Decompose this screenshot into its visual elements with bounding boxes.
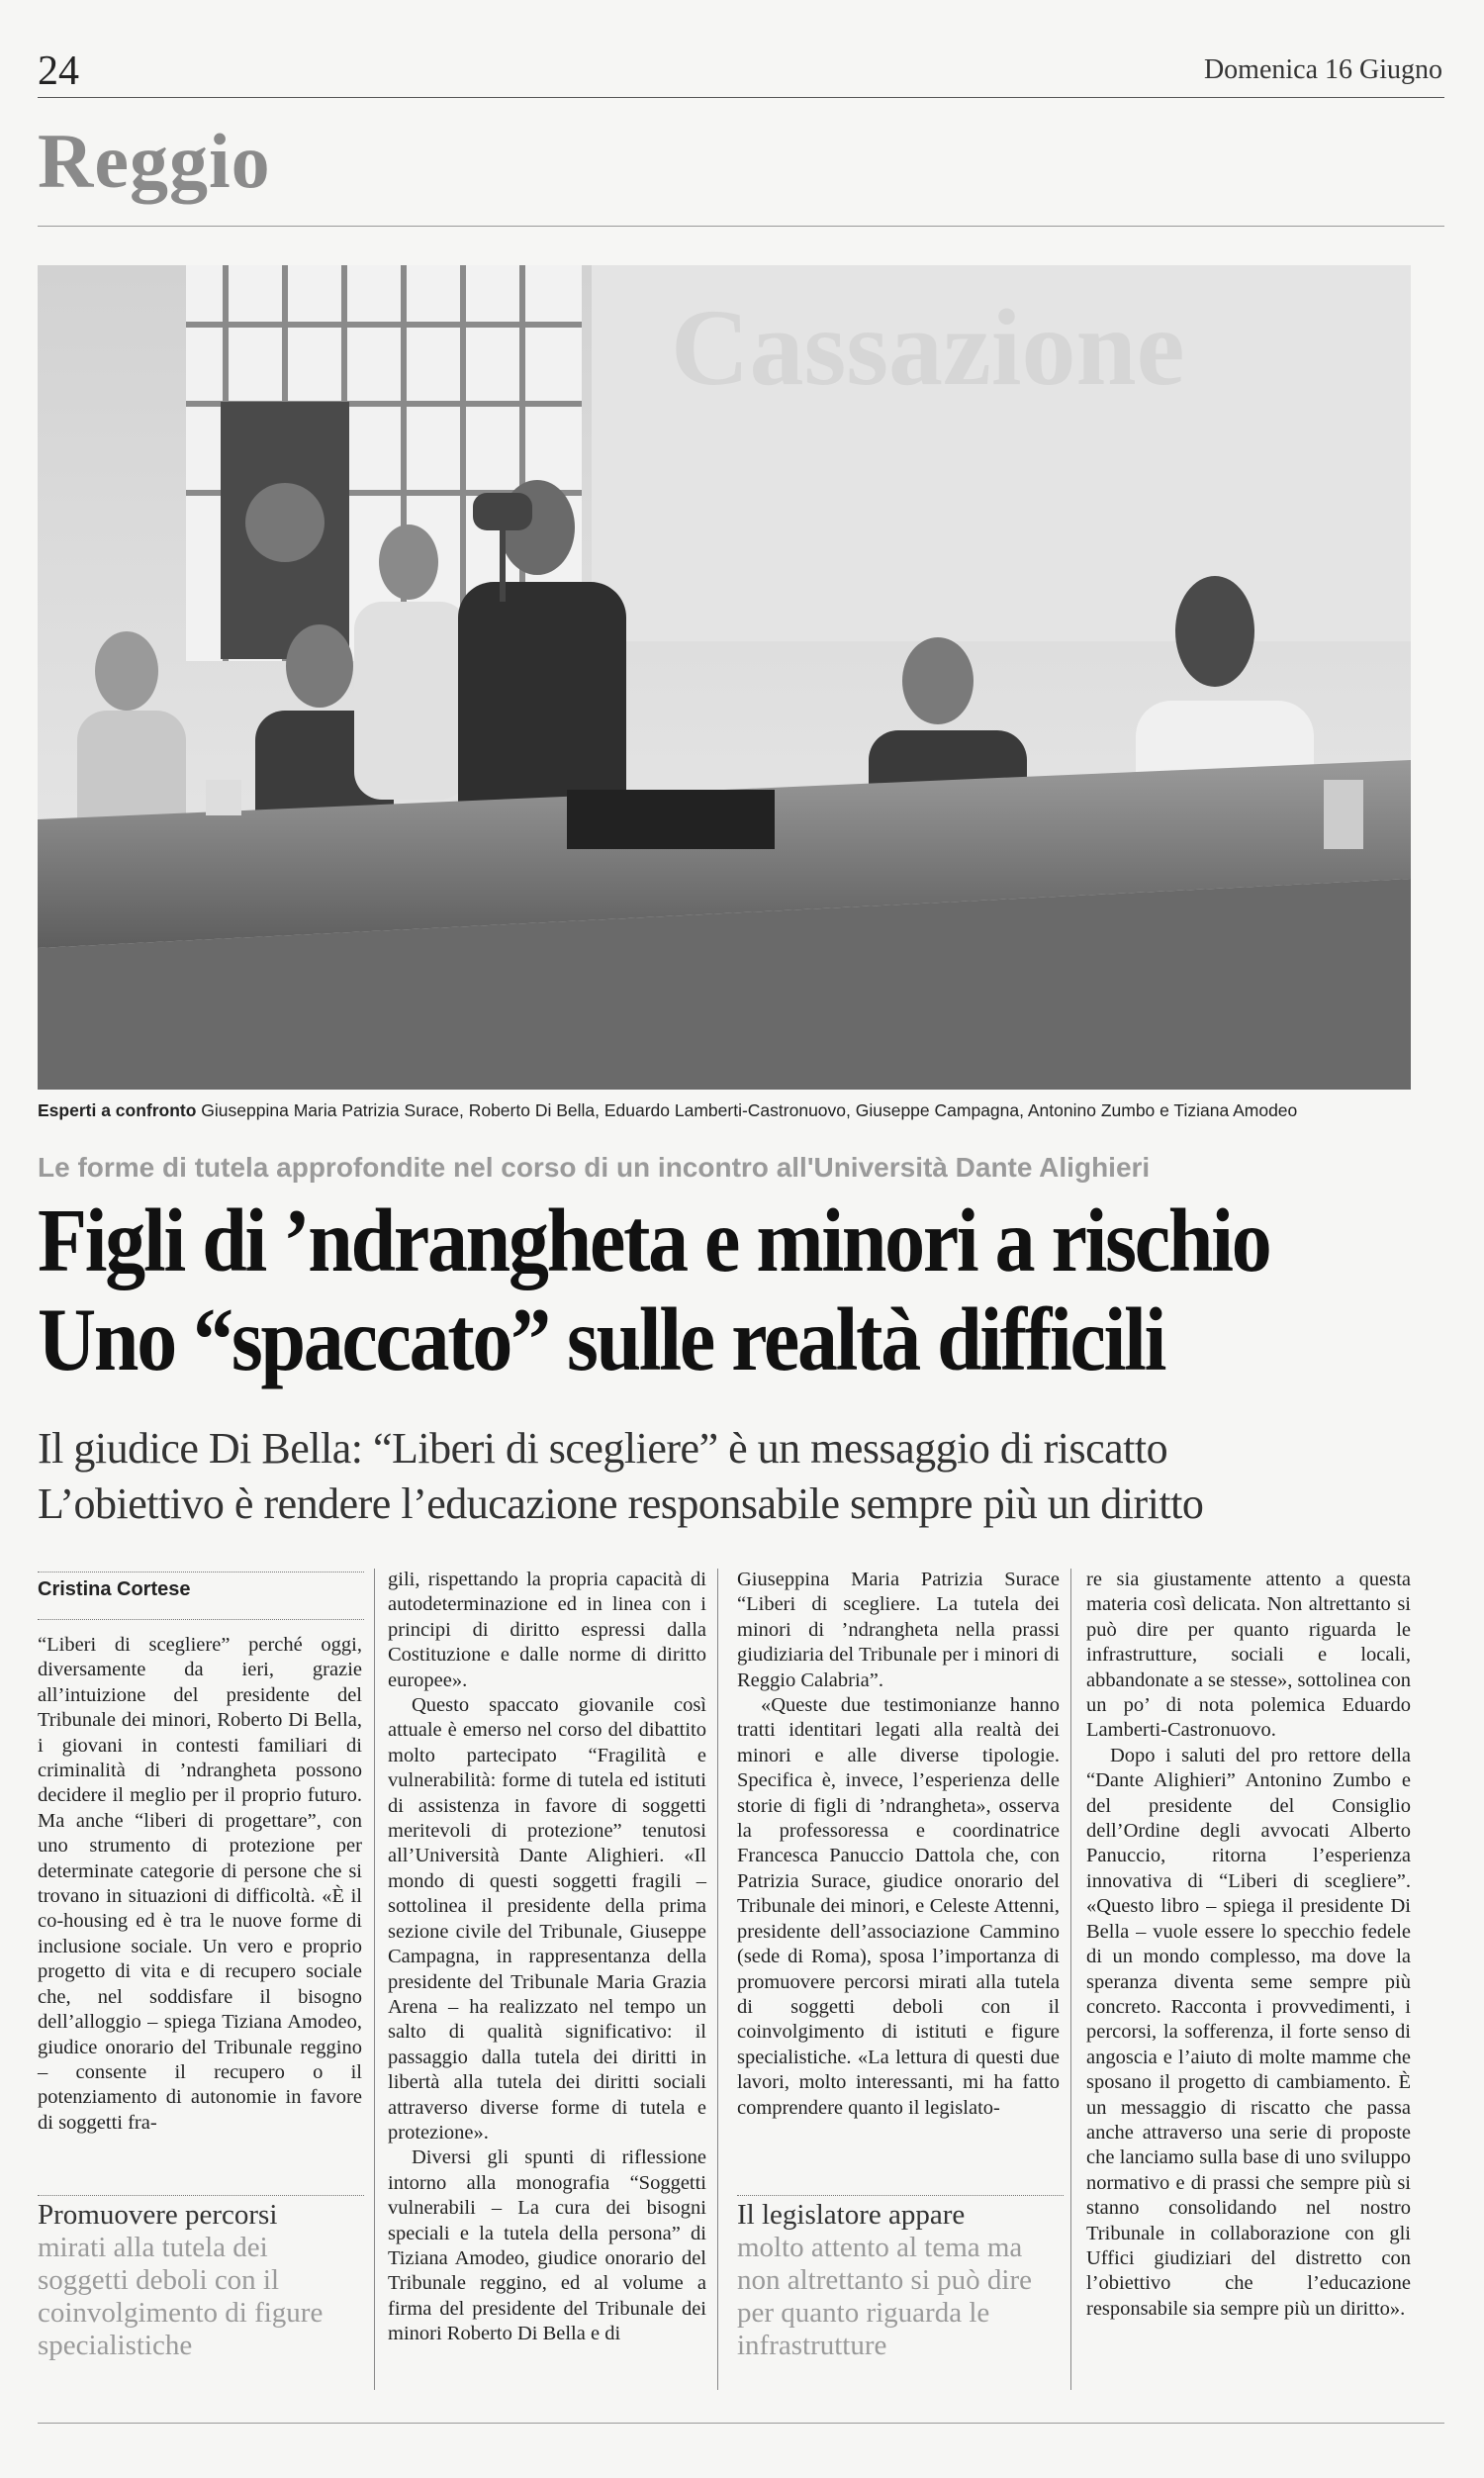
paragraph: gili, rispettando la propria capacità di autodeterminazione ed in linea con i principi di diritto espressi dalla Costituzione e dalle norme di diritto europee». — [388, 1569, 706, 1691]
footer-rule — [38, 2423, 1444, 2424]
photo-caption — [38, 1100, 1442, 1121]
paragraph: Dopo i saluti del pro rettore della “Dante Alighieri” Antonino Zumbo e del presidente del Consiglio dell’Ordine degli avvocati Alberto Panuccio, ritorna l’esperienza innovativa di “Liberi di scegliere”. «Questo libro – spiega il presidente Di Bella – vuole essere lo specchio fedele di un mondo complesso, ma dove la speranza diventa seme sempre più concreto. Racconta i provvedimenti, i percorsi, la sofferenza, il forte senso di angoscia e l’aiuto di molte mamme che sposano il progetto di cambiamento. È un messaggio di riscatto che passa anche attraverso una serie di proposte che lanciamo sulla base di uno sviluppo normativo e di prassi che sempre più si stanno consolidando nel nostro Tribunale in collaborazione con gli Uffici giudiziari del distretto con l’obiettivo che l’educazione responsabile sia sempre più un diritto». — [1086, 1744, 1411, 2320]
paragraph: “Liberi di scegliere” perché oggi, diversamente da ieri, grazie all’intuizione del presidente del Tribunale dei minori, Roberto Di Bella, i giovani in contesti familiari di criminalità di ’ndrangheta possono decidere il meglio per il proprio futuro. Ma anche “liberi di progettare”, con uno strumento di protezione per determinate categorie di persone che si trovano in situazioni di difficoltà. «È il co-housing ed è tra le nuove forme di inclusione sociale. Un vero e proprio progetto di vita e di recupero sociale che, nel soddisfare il bisogno dell’alloggio – spiega Tiziana Amodeo, giudice onorario del Tribunale reggino – consente il recupero o il potenziamento di autonomie in favore di soggetti fra- — [38, 1634, 362, 2134]
article-headline — [38, 1191, 1302, 1389]
page-number: 24 — [38, 48, 79, 94]
paragraph: «Queste due testimonianze hanno tratti identitari legati alla realtà dei minori e alle diverse tipologie. Specifica è, invece, l’esperienza delle storie di figli di ’ndrangheta», osserva la professoressa e coordinatrice Francesca Panuccio Dattola che, con Patrizia Surace, giudice onorario del Tribunale dei minori, e Celeste Attenni, presidente dell’associazione Cammino (sede di Roma), sposa l’importanza di promuovere percorsi mirati alla tutela di soggetti deboli con il coinvolgimento di istituti e figure specialistiche. «La lettura di questi due lavori, molto interessanti, mi ha fatto comprendere quanto il legislato- — [737, 1694, 1060, 2119]
article-column-2 — [388, 1568, 706, 2347]
paragraph: re sia giustamente attento a questa materia così delicata. Non altrettanto si può dire per quanto riguarda le infrastrutture, sociali e locali, abbandonate a se stesse», sottolinea con un po’ di nota polemica Eduardo Lamberti-Castronuovo. — [1086, 1569, 1411, 1742]
issue-date: Domenica 16 Giugno — [1203, 54, 1442, 85]
svg-text:Cassazione: Cassazione — [671, 287, 1185, 408]
pullquote-lead: Il legislatore appare — [737, 2199, 966, 2231]
event-photo — [38, 265, 1411, 1090]
paragraph: Diversi gli spunti di riflessione intorno alla monografia “Soggetti vulnerabili – La cura dei bisogni speciali e la tutela della persona” di Tiziana Amodeo, giudice onorario del Tribunale reggino, ed al volume a firma del presidente del Tribunale dei minori Roberto Di Bella e di — [388, 2146, 706, 2345]
article-column-1 — [38, 1633, 362, 2136]
column-rule — [374, 1569, 375, 2390]
article-kicker: Le forme di tutela approfondite nel corso di un incontro all'Università Dante Alighieri — [38, 1152, 1151, 1183]
pullquote-text: mirati alla tutela dei soggetti deboli con il coinvolgimento di figure specialistiche — [38, 2232, 324, 2361]
byline-rule — [38, 1572, 364, 1573]
column-rule — [717, 1569, 718, 2390]
article-column-4 — [1086, 1568, 1411, 2322]
subhead-line-1: Il giudice Di Bella: “Liberi di scegliere” è un messaggio di riscatto — [38, 1424, 1168, 1473]
column-rule — [1070, 1569, 1071, 2390]
headline-line-2: Uno “spaccato” sulle realtà difficili — [38, 1289, 1165, 1389]
pullquote-text: molto attento al tema ma non altrettanto si può dire per quanto riguarda le infrastrutture — [737, 2232, 1032, 2361]
pullquote-rule — [38, 2195, 364, 2196]
paragraph: Giuseppina Maria Patrizia Surace “Liberi di scegliere. La tutela dei minori di ’ndrangheta nella prassi giudiziaria del Tribunale per i minori di Reggio Calabria”. — [737, 1569, 1060, 1691]
subhead-line-2: L’obiettivo è rendere l’educazione responsabile sempre più un diritto — [38, 1479, 1204, 1528]
section-rule — [38, 226, 1444, 227]
article-byline: Cristina Cortese — [38, 1578, 191, 1600]
byline-rule — [38, 1619, 364, 1620]
pullquote-rule — [737, 2195, 1064, 2196]
article-column-3 — [737, 1568, 1060, 2121]
paragraph: Questo spaccato giovanile così attuale è emerso nel corso del dibattito molto partecipato “Fragilità e vulnerabilità: forme di tutela ed istituti di assistenza in favore di soggetti meritevoli di protezione” tenutosi all’Università Dante Alighieri. «Il mondo di questi soggetti fragili – sottolinea il presidente della prima sezione civile del Tribunale, Giuseppe Campagna, in rappresentanza della presidente del Tribunale Maria Grazia Arena – ha realizzato nel tempo un salto di qualità significativo: il passaggio dalla tutela dei diritti in libertà alla tutela dei diritti sociali attraverso diverse forme di tutela e protezione». — [388, 1694, 706, 2144]
caption-text: Giuseppina Maria Patrizia Surace, Roberto Di Bella, Eduardo Lamberti-Castronuovo, Giuseppe Campagna, Antonino Zumbo e Tiziana Amodeo — [196, 1100, 1298, 1120]
caption-title: Esperti a confronto — [38, 1100, 197, 1120]
pullquote-1 — [38, 2199, 364, 2362]
section-title: Reggio — [38, 118, 271, 204]
headline-line-1: Figli di ’ndrangheta e minori a rischio — [38, 1191, 1270, 1290]
article-subhead — [38, 1421, 1442, 1532]
pullquote-2 — [737, 2199, 1064, 2362]
pullquote-lead: Promuovere percorsi — [38, 2199, 278, 2231]
header-rule — [38, 97, 1444, 98]
